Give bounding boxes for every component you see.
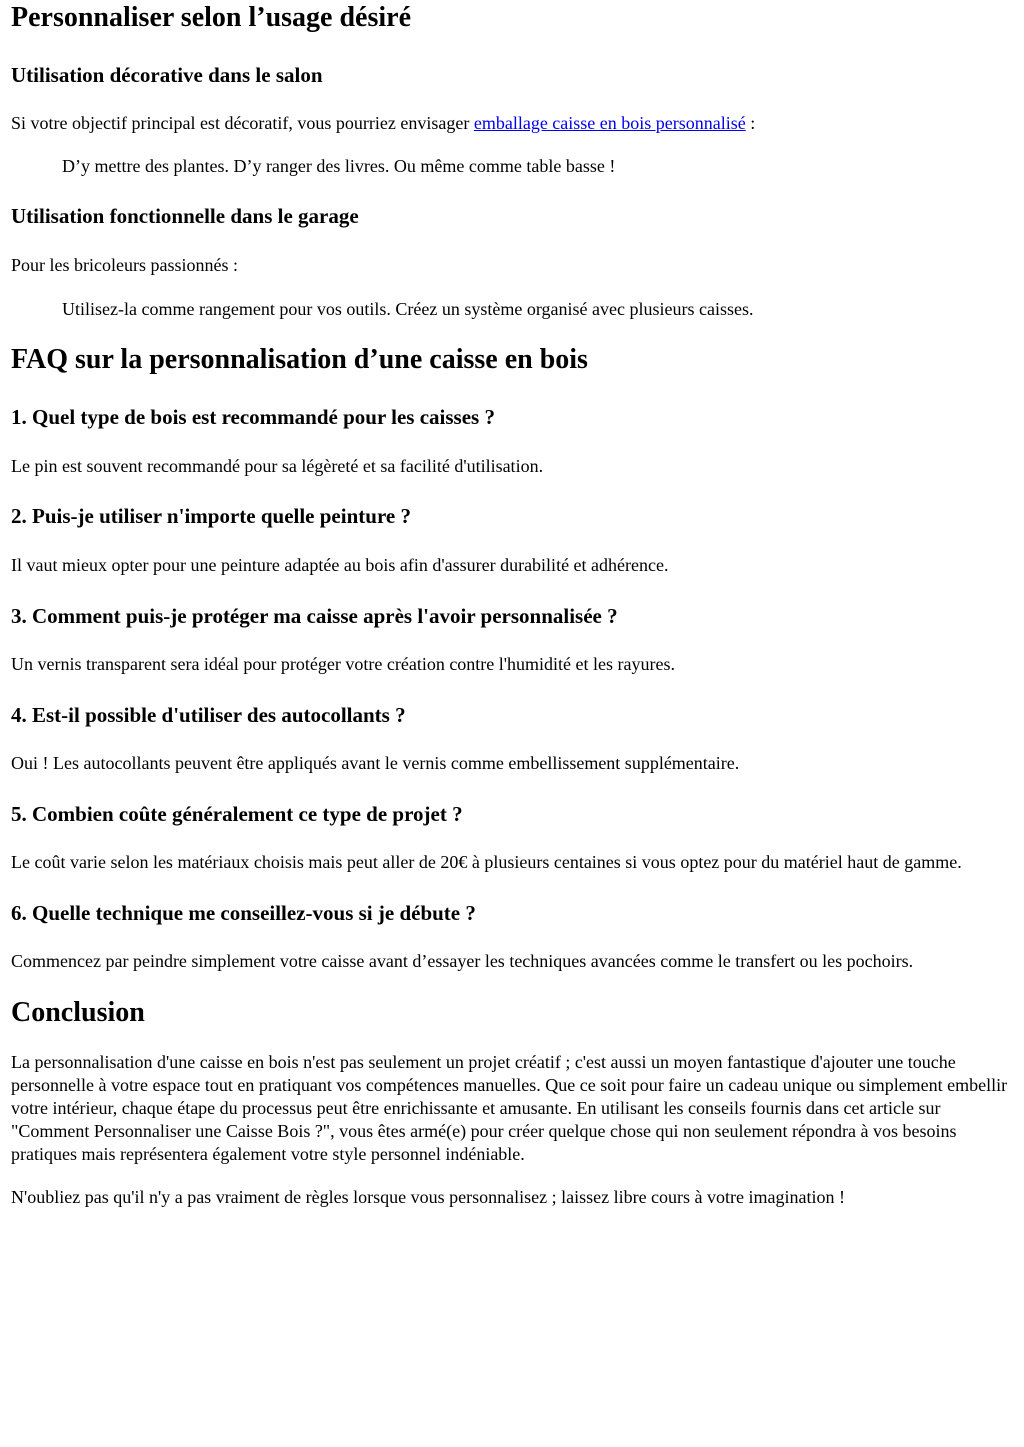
faq-question-4: 4. Est-il possible d'utiliser des autocollants ? [11,703,406,727]
faq-answer-2: Il vaut mieux opter pour une peinture adaptée au bois afin d'assurer durabilité et adhérence. [11,555,669,575]
conclusion-paragraph-2: N'oubliez pas qu'il n'y a pas vraiment de règles lorsque vous personnalisez ; laissez libre cours à votre imagination ! [11,1187,845,1207]
faq-answer-3: Un vernis transparent sera idéal pour protéger votre création contre l'humidité et les rayures. [11,654,675,674]
subheading-decorative: Utilisation décorative dans le salon [11,63,323,87]
faq-question-2: 2. Puis-je utiliser n'importe quelle peinture ? [11,504,411,528]
faq-answer-4: Oui ! Les autocollants peuvent être appliqués avant le vernis comme embellissement supplémentaire. [11,753,740,773]
faq-question-5: 5. Combien coûte généralement ce type de projet ? [11,802,463,826]
faq-question-6: 6. Quelle technique me conseillez-vous si je débute ? [11,901,476,925]
section-heading-usage: Personnaliser selon l’usage désiré [11,2,412,33]
faq-question-1: 1. Quel type de bois est recommandé pour les caisses ? [11,405,495,429]
quote-functional: Utilisez-la comme rangement pour vos outils. Créez un système organisé avec plusieurs caisses. [62,299,754,319]
quote-decorative: D’y mettre des plantes. D’y ranger des livres. Ou même comme table basse ! [62,156,616,176]
subheading-functional: Utilisation fonctionnelle dans le garage [11,204,359,228]
paragraph-functional-intro: Pour les bricoleurs passionnés : [11,255,238,275]
conclusion-paragraph-1: La personnalisation d'une caisse en bois n'est pas seulement un projet créatif ; c'est aussi un moyen fantastique d'ajouter une touche personnelle à votre espace tout en pratiquant vos compétences manuelles. Que ce soit pour faire un cadeau unique ou simplement embellir votre intérieur, chaque étape du processus peut être enrichissante et amusante. En utilisant les conseils fournis dans cet article sur "Comment Personnaliser une Caisse Bois ?", vous êtes armé(e) pour créer quelque chose qui non seulement répondra à vos besoins pratiques mais représentera également votre style personnel indéniable. [11,1052,1008,1164]
decorative-intro-colon: : [745,113,756,133]
section-heading-faq: FAQ sur la personnalisation d’une caisse en bois [11,344,588,375]
faq-answer-5: Le coût varie selon les matériaux choisis mais peut aller de 20€ à plusieurs centaines si vous optez pour du matériel haut de gamme. [11,852,962,872]
decorative-intro-text: Si votre objectif principal est décoratif, vous pourriez envisager [11,113,474,133]
paragraph-decorative-intro [11,112,1013,135]
faq-question-3: 3. Comment puis-je protéger ma caisse après l'avoir personnalisée ? [11,604,618,628]
link-emballage-caisse[interactable]: emballage caisse en bois personnalisé [473,113,746,133]
section-heading-conclusion: Conclusion [11,997,145,1028]
faq-answer-6: Commencez par peindre simplement votre caisse avant d’essayer les techniques avancées comme le transfert ou les pochoirs. [11,951,914,971]
faq-answer-1: Le pin est souvent recommandé pour sa légèreté et sa facilité d'utilisation. [11,456,544,476]
article-page [0,1,1024,1209]
